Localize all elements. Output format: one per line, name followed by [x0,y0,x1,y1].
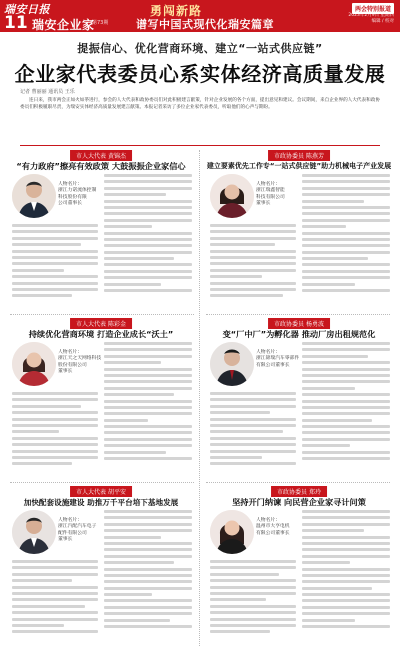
caption-line: 温州市大亨电机 [256,524,290,530]
main-headline: 企业家代表委员心系实体经济高质量发展 [14,62,386,86]
date-text: 2023年2月9日 星期四 [348,13,394,18]
card-title: 变“厂中厂”为孵化器 推动厂房出租规范化 [222,329,376,339]
caption-line: 浙江锦瑞汽车零部件 [256,356,300,362]
person-caption [256,350,302,369]
portrait-photo-icon [210,510,254,554]
profile-card [8,486,194,648]
profile-card [8,150,194,310]
article-body-left [210,392,296,476]
slogan-line-1: 勇闯新路 [150,4,203,18]
caption-line: 董事长 [58,369,73,375]
caption-line: 科技股份有限 [58,194,87,200]
caption-line: 人物名片： [256,518,280,523]
person-caption [58,182,98,208]
caption-line: 股份有限公司 [58,362,87,368]
caption-line: 人物名片： [58,518,82,523]
caption-line: 浙江天之天网络科技 [58,356,102,362]
page-number: 11 [4,13,28,33]
article-body-right [302,510,390,644]
card-title: 建立要素优先工作专“一站式供应链”助力机械电子产业发展 [206,162,392,170]
person-caption [256,182,296,208]
card-title: 加快配套设施建设 助推万千平台培下基地发展 [23,498,179,507]
caption-line: 配件有限公司 [58,530,87,536]
card-tag: 市人大代表 黄锦杰 [70,150,132,161]
caption-line: 董事长 [256,201,271,207]
newspaper-logo: 瑞安日报 [4,3,50,16]
portrait-photo-icon [12,174,56,218]
column-divider [199,150,200,646]
portrait-photo-icon [12,342,56,386]
caption-line: 人物名片： [256,182,280,187]
headline-kicker: 提振信心、优化营商环境、建立“一站式供应链” [77,42,323,55]
portrait-photo-icon [12,510,56,554]
row-divider [206,482,390,483]
caption-line: 有限公司董事长 [256,530,290,536]
article-body-right [104,510,192,644]
section-rule [20,145,380,146]
portrait-photo-icon [210,174,254,218]
card-tag: 市人大代表 胡平安 [70,486,132,497]
article-body-right [104,174,192,308]
article-body-left [210,224,296,308]
card-tag: 市人大代表 陈彩金 [70,318,132,329]
person-caption [58,518,102,544]
caption-line: 人物名片： [256,350,280,355]
profile-card [8,318,194,478]
publish-date [348,13,394,25]
editor-text: 编辑 / 校对 [371,19,394,24]
row-divider [10,314,194,315]
profile-card [206,318,392,478]
issue-number: 第73期 [92,20,109,26]
person-caption [58,350,102,376]
caption-line: 浙江瑞鑫智能 [256,188,285,194]
section-title: 瑞安企业家 [32,18,95,32]
card-tag: 市政协委员 郑玲 [271,486,327,497]
card-tag: 市政协委员 陈燕芳 [268,150,330,161]
profile-card [206,150,392,310]
masthead [0,0,400,32]
profile-card [206,486,392,648]
card-title: 坚持开门纳谏 向民营企业家寻计问策 [232,497,366,507]
article-body-right [302,342,390,476]
card-tag: 市政协委员 杨勇波 [268,318,330,329]
article-body-left [12,224,98,308]
article-body-left [12,392,98,476]
article-body-right [302,174,390,308]
caption-line: 浙江力诺流体控制 [58,188,97,194]
row-divider [10,482,194,483]
caption-line: 人物名片： [58,182,82,187]
article-body-left [12,560,98,644]
caption-line: 董事长 [58,537,73,543]
article-body-left [210,560,296,644]
lede-paragraph: 连日来，我市两会正如火如荼进行，参会的人大代表和政协委员们对此积极建言献策，针对企业发展的各个方面，提出意见和建议。会议期间，来自企业界的人大代表和政协委员们积极履职尽责，为瑞安实体经济高质量发展建言献策。本报记者采访了多位企业家代表委员，听取他们的心声与期盼。 [20,98,380,110]
person-caption [256,518,302,537]
portrait-photo-icon [210,342,254,386]
caption-line: 人物名片： [58,350,82,355]
caption-line: 浙江汽配汽车电子 [58,524,97,530]
caption-line: 公司董事长 [58,201,82,207]
byline: 记者 曹丽丽 通讯员 王乐 [20,89,75,95]
caption-line: 有限公司董事长 [256,362,290,368]
article-body-right [104,342,192,476]
card-title: 持续优化营商环境 打造企业成长“沃土” [28,329,174,339]
slogan-line-2: 谱写中国式现代化瑞安篇章 [136,18,274,31]
special-report-badge: 两会特别报道 [352,3,394,14]
caption-line: 科技有限公司 [256,194,285,200]
card-title: “有力政府”擦亮有效政策 大鼓振振企业家信心 [16,161,186,171]
row-divider [206,314,390,315]
